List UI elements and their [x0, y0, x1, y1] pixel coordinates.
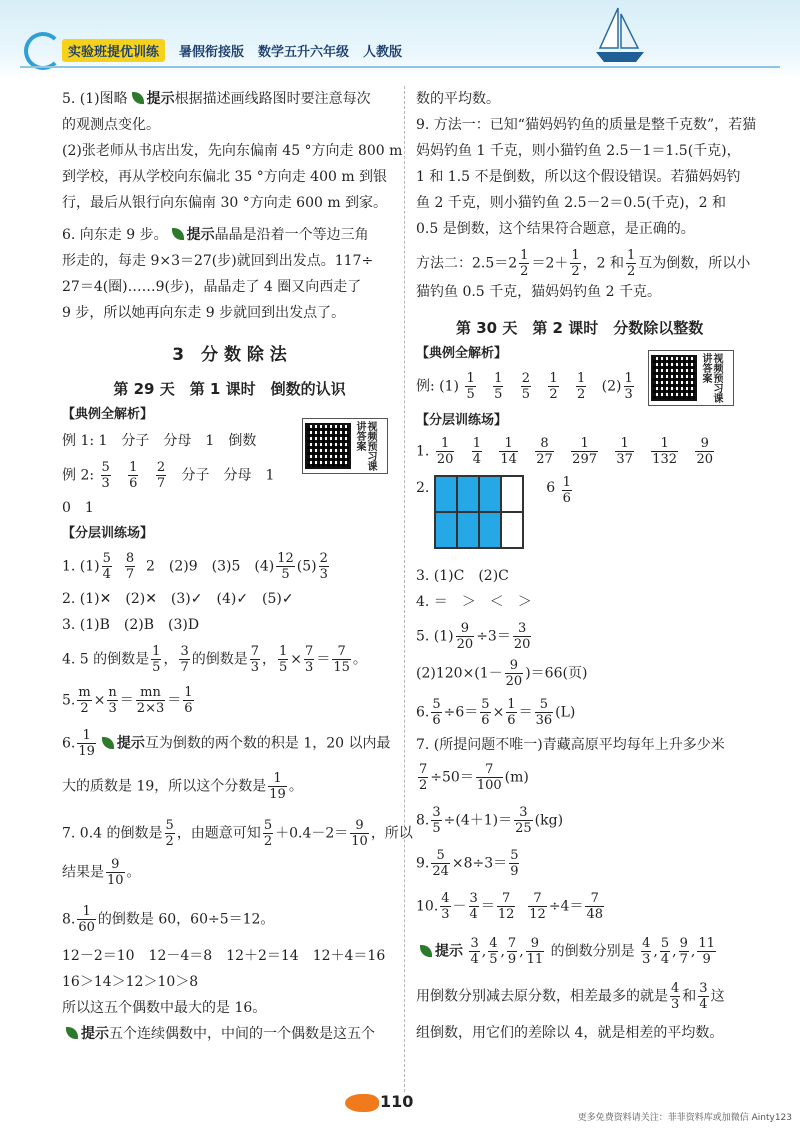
r-line0: 数的平均数。 [416, 91, 500, 107]
q6-line4: 9 步，所以她再向东走 9 步就回到出发点了。 [62, 305, 346, 321]
leaf-icon [102, 737, 114, 749]
publisher: 人教版 [363, 44, 403, 60]
q5-line4: 到学校，再从学校向东偏北 35 °方向走 400 m 到银 [62, 169, 388, 185]
q9-line5: 0.5 是倒数，这个结果符合题意，是正确的。 [416, 221, 695, 237]
page-number: 110 [380, 1092, 414, 1111]
answer7: 7. 0.4 的倒数是 $\frac{5}{2}$ ，由题意可知 $\frac{5}{2}$ ＋0.4－2＝ $\frac{9}{10}$ ，所以 [62, 818, 413, 849]
r-answer5-line2: (2)120×(1－ $\frac{9}{20}$ )＝66(页) [416, 658, 588, 689]
page-header [0, 0, 800, 78]
chapter-title: 3 分 数 除 法 [172, 345, 287, 365]
example2-line2: 0 1 [62, 500, 94, 516]
fraction-grid [434, 475, 524, 549]
day29-title: 第 29 天 第 1 课时 倒数的认识 [113, 380, 346, 398]
logo-swirl-icon [24, 32, 62, 70]
q6-line1: 6. 向东走 9 步。 提示晶晶是沿着一个等边三角 [62, 227, 369, 243]
leaf-icon [66, 1027, 78, 1039]
answer8: 8. $\frac{1}{60}$ 的倒数是 60，60÷5＝12。 [62, 904, 275, 935]
r-answer3: 3. (1)C (2)C [416, 568, 509, 584]
answer1: 1. (1) $\frac{5}{4}$ $\frac{8}{7}$ 2 (2)9 (3)5 (4) $\frac{12}{5}$ (5) $\frac{2}{3}$ [62, 551, 328, 582]
answer4: 4. 5 的倒数是 $\frac{1}{5}$ ， $\frac{3}{7}$ 的倒数是 $\frac{7}{3}$ ， $\frac{1}{5}$ × $\frac{7}{3}$ ＝ $\frac{7}{15}$ 。 [62, 644, 367, 675]
r-tip10-line2: 用倒数分别减去原分数，相差最多的就是 $\frac{4}{3}$ 和 $\frac{3}{4}$ 这 [416, 981, 725, 1012]
example2: 例 2: $\frac{5}{3}$ $\frac{1}{6}$ $\frac{2}{7}$ 分子 分母 1 [62, 460, 275, 491]
leaf-icon [172, 228, 184, 240]
example1: 例 1: 1 分子 分母 1 倒数 [62, 433, 257, 449]
typical-label: 【典例全解析】 [62, 407, 154, 422]
answer8-tip: 提示五个连续偶数中，中间的一个偶数是这五个 [62, 1021, 397, 1047]
leaf-icon [132, 92, 144, 104]
q6-line2: 形走的，每走 9×3＝27(步)就回到出发点。117÷ [62, 253, 374, 269]
q9-line2: 妈妈钓鱼 1 千克，则小猫钓鱼 2.5－1＝1.5(千克)， [416, 143, 741, 159]
answer5: 5. $\frac{m}{2}$ × $\frac{n}{3}$ ＝ $\frac{mn}{2\times 3}$ ＝ $\frac{1}{6}$ [62, 685, 193, 716]
q9-line3: 1 和 1.5 不是倒数，所以这个假设错误。若猫妈妈钓 [416, 169, 741, 185]
leaf-icon [420, 945, 432, 957]
answer8-line4: 所以这五个偶数中最大的是 16。 [62, 1000, 267, 1016]
r-answer9: 9. $\frac{5}{24}$ ×8÷3＝ $\frac{5}{9}$ [416, 848, 519, 879]
q6-line3: 27＝4(圈)……9(步)，晶晶走了 4 圈又向西走了 [62, 279, 362, 295]
answer6: 6. $\frac{1}{19}$ 提示互为倒数的两个数的积是 1，20 以内最 [62, 728, 391, 759]
r-answer6: 6. $\frac{5}{6}$ ÷6＝ $\frac{5}{6}$ × $\frac{1}{6}$ ＝ $\frac{5}{36}$ (L) [416, 697, 576, 728]
answer8-line2: 12－2＝10 12－4＝8 12＋2＝14 12＋4＝16 [62, 948, 386, 964]
r-answer4: 4. ＝ ＞ ＜ ＞ [416, 594, 532, 610]
answer3: 3. (1)B (2)B (3)D [62, 617, 200, 633]
r-example: 例: (1) $\frac{1}{5}$ $\frac{1}{5}$ $\frac{2}{5}$ $\frac{1}{2}$ $\frac{1}{2}$ (2) $\frac{1}{3}$ [416, 371, 633, 402]
footer-note: 更多免费资料请关注：菲菲资料库或加微信 Ainty123 [577, 1113, 792, 1123]
r-tip10-line3: 组倒数，用它们的差除以 4，就是相差的平均数。 [416, 1025, 724, 1041]
r-answer1: 1. $\frac{1}{20}$ $\frac{1}{4}$ $\frac{1}{14}$ $\frac{8}{27}$ $\frac{1}{297}$ $\frac{1}{37}$ $\frac{1}{132}$ $\frac{9}{20}$ [416, 436, 713, 467]
layer-label: 【分层训练场】 [62, 526, 154, 541]
header-rule [20, 66, 780, 68]
q5-line2: 的观测点变化。 [62, 117, 160, 133]
r-tip10: 提示 $\frac{3}{4}$ , $\frac{4}{5}$ , $\frac{7}{9}$ , $\frac{9}{11}$ 的倒数分别是 $\frac{4}{3}$ , $\frac{5}{4}$ , $\frac{9}{7}$ , $\frac{11}{9}$ [416, 936, 761, 967]
left-column [62, 86, 413, 1047]
r-answer7-line2: $\frac{7}{2}$ ÷50＝ $\frac{7}{100}$ (m) [419, 762, 529, 793]
r-answer2: 2. 6 $\frac{1}{6}$ [416, 475, 761, 555]
q5-line5: 行，最后从银行向东偏南 30 °方向走 600 m 到家。 [62, 195, 388, 211]
q9-method2: 方法二：2.5＝2 $\frac{1}{2}$ ＝2＋ $\frac{1}{2}$ ，2 和 $\frac{1}{2}$ 互为倒数，所以小 [416, 248, 751, 279]
answer7-line2: 结果是 $\frac{9}{10}$ 。 [62, 857, 141, 888]
qr-code-icon [305, 423, 351, 469]
qr-code-left[interactable]: 视频预习课讲答案 [302, 418, 388, 474]
typical-label: 【典例全解析】 [416, 346, 508, 361]
r-answer7: 7. (所提问题不唯一)青藏高原平均每年上升多少米 [416, 737, 725, 753]
r-answer10: 10. $\frac{4}{3}$ － $\frac{3}{4}$ ＝ $\frac{7}{12}$ $\frac{7}{12}$ ÷4＝ $\frac{7}{48}$ [416, 891, 604, 922]
brand-title: 实验班提优训练 [62, 39, 165, 62]
q9-line4: 鱼 2 千克，则小猫钓鱼 2.5－2＝0.5(千克)，2 和 [416, 195, 726, 211]
q9-line7: 猫钓鱼 0.5 千克，猫妈妈钓鱼 2 千克。 [416, 284, 661, 300]
day30-title: 第 30 天 第 2 课时 分数除以整数 [456, 319, 704, 337]
q9-line1: 9. 方法一：已知“猫妈妈钓鱼的质量是整千克数”，若猫 [416, 117, 757, 133]
r-answer5: 5. (1) $\frac{9}{20}$ ÷3＝ $\frac{3}{20}$ [416, 621, 531, 652]
q5-line1: 5. (1)图略 提示根据描述画线路图时要注意每次 [62, 91, 371, 107]
answer6-line2: 大的质数是 19，所以这个分数是 $\frac{1}{19}$ 。 [62, 771, 303, 802]
subject: 数学五升六年级 [258, 44, 350, 60]
column-divider [404, 86, 405, 1092]
sailboat-icon [590, 4, 650, 68]
answer8-line3: 16＞14＞12＞10＞8 [62, 974, 199, 990]
qr-code-icon [651, 355, 697, 401]
layer-label: 【分层训练场】 [416, 413, 508, 428]
fish-icon [345, 1094, 379, 1112]
answer2: 2. (1)✕ (2)✕ (3)✓ (4)✓ (5)✓ [62, 591, 294, 607]
r-answer8: 8. $\frac{3}{5}$ ÷(4＋1)＝ $\frac{3}{25}$ (kg) [416, 805, 564, 836]
qr-code-right[interactable]: 视频预习课讲答案 [648, 350, 734, 406]
right-column [416, 86, 761, 1046]
q5-line3: (2)张老师从书店出发，先向东偏南 45 °方向走 800 m [62, 143, 403, 159]
header-bar [62, 38, 402, 62]
edition: 暑假衔接版 [179, 44, 245, 60]
